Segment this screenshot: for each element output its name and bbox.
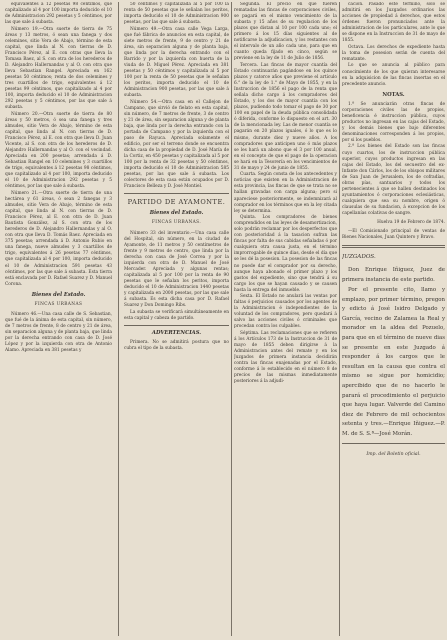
paragraph: Quinta. Los compradores de bienes comprendidos en las leyes de desamortizacion, solo podrán reclamar por los desperfectos que con posterioridad á la tasacion sufran las fincas por falta de sus cabidas señaladas ó por cualquiera otra causa justa, en el término improrrogable de quince dias, desde el día que se les dé la posesion. La posesion de las fincas no puede dar el comprador por su derecho, aunque haya abonado el primer plazo y los gastos del expediente, sino que tendrá á su cargo los que se hayan causado y se causen hasta la entrega del inmueble.	[234, 215, 337, 293]
divider	[124, 193, 229, 194]
paragraph: Don Enrique Iñiguez, Juez de primera instancia de este partido.	[342, 267, 445, 284]
paragraph: Octava. Los derechos de expediente hasta la toma de posesion serán de cuenta del rematante.	[342, 44, 445, 62]
paragraph: 2.ª Los bienes del Estado son las fincas cuyo cuartos, los de instruccion pública superior, cuyos productos ingresan en las cajas del Estado, los del secuestro del ex-Infante don Cárlos, los de los obispos militares de San Juan de Jerusalem, los de cofradías, obras pías, santuarios y todos los pertenecientes á que se hallen destinados los ayuntamientos ó corporaciones eclesiásticas, cualquiera que sea su nombre, origen ó clausulas de su fundacion, á excepcion de los capellanías colativas de sangre.	[342, 144, 445, 216]
district-title: PARTIDO DE AYAMONTE.	[127, 198, 226, 207]
paragraph: Lo que se anuncia al público para conocimiento de los que quieran interesarse en la adquisicion de las fincas insertas en el precedente anuncio.	[342, 63, 445, 87]
section-subheading: FINCAS URBANAS	[34, 301, 83, 307]
printer-imprint: Imp. del Boletin oficial.	[366, 451, 421, 457]
section-heading: ADVERTENCIAS.	[151, 329, 202, 336]
column-2	[124, 2, 229, 636]
paragraph: 50 céntimos y capitalizada al 5 por 100 la renta de 50 pesetas que le señalan los peritos, importa deducido el 10 de Administracion 900 pesetas, por las que sale á subasta.	[124, 2, 229, 26]
section-heading: JUZGADOS.	[342, 254, 376, 261]
paragraph: Tercera. Las fincas de mayor cuantía del Estado continuarán pagándose en los quince plazos y catorce años que previene el artículo 6.° de la ley de 1.° de Mayo de 1855, y en la Instruccion de 1856 el pago de la renta que señala dicho cargo á los compradores del Estado, y los dos de mayor cuantía con los plazos, pudiendo todo tomar el pago de 30 por 100 en papel de la deuda pública consolidada ó diferida, conforme lo dispuesto en el art. 30 de la mencionada ley. Las de menor cuantía se pagarán en 20 plazos iguales, ó lo que es lo mismo, durante diez y nueve años. A los compradores que anticipen uno ó más plazos se les hará un abono que el 3 por 100 anual, en el concepto de que el pago de la operacion se hará en la Tesorería en los vencimientos de 31 de mayo y 24 de junio de 1855.	[234, 62, 337, 171]
paragraph: Cuarta. Según consta de los antecedentes y noticias que existen en la Administracion de esta provincia, las fincas de que se trata no se hallan gravadas con carga alguna; pero si apareciese posteriormente, se indemnizará al comprador en los términos que en la ley citada ley se determina.	[234, 172, 337, 214]
paragraph: La subasta se verificará simultáneamente en esta capital y cabeza de partido.	[124, 309, 229, 321]
column-rule	[339, 2, 340, 636]
divider	[124, 325, 229, 326]
paragraph: Segunda. El precio en que fueren rematadas las fincas de corporaciones civiles, se pagará en el mismo vencimiento de la subasta y 15 años de su regulacion de los plazos que distan al 10 por 100 cada uno; el primero á los 15 días siguientes al de notificarse la adjudicacion, y los restantes con el intervalo de un año cada uno, para que en cuanto queda fijado en cinco, según se previene en la ley de 11 de Julio de 1856.	[234, 2, 337, 62]
date-line: Huelva 19 de Febrero de 1874.	[377, 220, 445, 226]
double-divider	[342, 245, 445, 248]
notes-heading: NOTAS.	[382, 91, 405, 98]
paragraph: Número 21.—Otra suerte de tierra de una hectárea y 61 áreas, ó sean 2 fanegas y 3 almudes, sitio Vera de Abajo, término de esta capital, que linda al N. con tierras de D. Francisco Pérez, al E. con otra de D. Juan Bautista González, al S. con otra de los herederos de D. Alejandro Hallernandas y al O. con otra que lleva D. Tomás Baez. Apreciada en 375 pesetas; arrendada á D. Antonio Rubio en una fanega, nueve almudes y 3 cuartillos de trigo, equivalentes á 26 pesetas 77 céntimos, que capitalizada al 4 por 100, importa deducido el 10 de Administracion 591 pesetas 43 céntimos, por las que sale á subasta. Esta tierra está enclavada por D. Rafael Suarez y D. Manuel Corona.	[5, 190, 112, 287]
paragraph: Número 46.—Una casa calle de S. Sebastian, que fué de la ánima de esta capital, sin número, de 7 metros de frente, 8 de centro y 21 de área, sin separacion alguna y de planta baja, que linda por la derecha entrando con casa de D. José López y por la izquierda con otra de Antonio Alamo. Apreciada en 381 pesetas y	[5, 311, 112, 354]
signature-line: —El Comisionado principal de ventas de Bienes Nacionales, Juan Quintero y Bravo.	[342, 229, 445, 241]
paragraph: Número 33 del inventario.—Una casa calle del Hospital, sin número, en la ciudad de Ayamonte, de 11 metros y 50 centímetros de frente y 9 metros de centro, que linda por la derecha con casa de José Correa y por la izquierda con otra de D. Manuel de José Mercader. Apreciada y algunas rentas; capitalizada al 5 por 100 por la renta de 90 pesetas que le señalan los peritos, importa deducido el 10 de Administracion 1440 pesetas y capitalizada en 2000 pesetas, por las que sale á subasta. Es esta dicha casa por D. Rafael Suarez y Don Domingo Ribs.	[124, 230, 229, 309]
column-1	[5, 2, 112, 636]
column-4	[342, 2, 445, 636]
paragraph: Por el presente cito, llamo y emplazo, por primer término, pregon y edicto á José Isidro Delgado y García, vecino de Zalamea la Real y morador en la aldea del Pozuelo, para que en el término de nueve dias se presente en este Juzgado á responder á los cargos que le resultan en la causa que contra el mismo se sigue por homicidio; apercibido que de no hacerlo le parará el procedimiento el perjuicio que haya lugar. Valverde del Camino diez de Febrero de mil ochocientos setenta y tres.—Enrique Iñiguez.—P. M. de S. S.ª—José Morán.	[342, 287, 445, 438]
paragraph: Número 49.—Otra casa calle Vega Larga, que fué fábrica de anuncios en esta capital, de siete metros de frente, 9 de centro y 21 de área, sin separacion alguna y de planta baja, que linda por la derecha entrando con el Barrido y por la izquierda con huerta de la viuda de D. Miguel Pérez. Apreciada en 381 pesetas y 50 céntimos y capitalizada al 5 por 100 por la renta de 50 pesetas que le señalan los peritos, importa deducido el 10 de Administracion 900 pesetas, por las que sale á subasta.	[124, 26, 229, 99]
paragraph: Número 20.—Otra suerte de tierra de 80 áreas y 50 metros, ó sea una fanega y tres almudes, sitio Vera de Abajo, término de esta capital, que linda al N. con tierras de D. Francisco Pérez, al E. con otra que lleva D. Juan Vicente, al S. con otra de los herederos de D. Alejandro Hallernandas y al O. con el vecindad. Apreciada en 200 pesetas; arrendada á D. Sebastian Rangel en 10 celemines y 3 cuartillos de trigo, equivalentes á 12 pesetas 98 céntimos, que capitalizado al 4 por 100, importa deducido el 10 de Administracion 292 pesetas y 5 céntimos, por las que sale á subasta.	[5, 111, 112, 190]
paragraph: cacion. Pasado este término, sólo se admitirá en los Juzgados ordinarios las acciones de propiedad á derechos, que estos órdenes fueron pronunciados ante la administracion de los particulares, ante lo que se dispone en la Instruccion de 31 de mayo de 1855.	[342, 2, 445, 44]
paragraph: Primera. No se admitirá postura que no cubra el tipo de la subasta.	[124, 339, 229, 351]
paragraph: Número 19.—Otra suerte de tierra de 75 áreas y 13 metros, ó sean una fanega y dos celemines, sitio Vera de Abajo, término de esta capital, que linda al N. con tierras de D. Francisco Pérez, al E. con otras que lleva la Tomasa Baez, al S. con otra de los herederos de D. Alejandro Hallernandas y al O. con otra que lleva Sebastian Rangel. Apreciada en 162 pesetas 50 céntimos; renta de dos celemines y tres cuartillos de trigo, equivalentes á 12 pesetas 99 céntimos, que capitalizado al 4 por 100, importa deducido el 10 de Administracion 292 pesetas y 5 céntimos, por las que sale á subasta.	[5, 26, 112, 111]
paragraph: Número 54.—Otra casa en el Callejon de Campano, que sirvió de fielato en esta capital, sin número, de 7 metros de frente, 3 de centro y 21 de área, sin separacion alguna y de planta baja, que linda por la derecha entrando con la portada de Campano y por la izquierda con el paso de Rayuca. Apreciada solamente el edificio, por ser el terreno donde se encuentra dicha casa de la propiedad de D. José María de la Cortiz, en 450 pesetas y capitalizada al 5 por 100 por la renta de 32 pesetas y 50 céntimos, importa deducido el 10 de Administracion 585 pesetas, por las que sale á subasta. Los colectores de esta casa están ocupados por D. Francisco Belleza y D. José Montiel.	[124, 99, 229, 190]
paragraph: equivalentes á 12 pesetas 98 céntimos, que capitalizado al 4 por 100 importa deducido el 10 de Administracion 292 pesetas y 5 céntimos, por las que sale á subasta.	[5, 2, 112, 26]
paragraph: Séptima. Las reclamaciones que se refieren á los Artículos 173 de la Instruccion de 31 de mayo de 1855 deben dirigirse á la Administracion antes del remate y en los Juzgados de primera instancia decidirán contra las fincas enajenadas por el Estado, conforme á lo establecido en el número 8 de precios de las mismas inmediatamente posteriores á la adjudi-	[234, 331, 337, 385]
column-3	[234, 2, 337, 636]
column-rule	[231, 2, 232, 636]
paragraph: Sexta. El Estado no anulará las ventas por faltas ó perjuicios causados por los agentes de la Administracion é independientes de la voluntad de los compradores, pero quedará á salvo las acciones civiles ó criminales que procedan contra los culpables.	[234, 294, 337, 330]
section-heading: Bienes del Estado.	[31, 291, 86, 298]
column-rule	[118, 2, 119, 636]
section-heading: Bienes del Estado.	[149, 210, 204, 217]
divider	[342, 443, 445, 444]
paragraph: 1.ª Se anunciarán otras fincas de corporaciones civiles las de propios, beneficencia é instruccion pública, cuyos productos no ingresan en las cajas del Estado, y los demás bienes que bajo diferentes denominaciones corresponden á los propios, por si los pueblos.	[342, 101, 445, 143]
section-subheading: FINCAS URBANAS.	[151, 220, 202, 226]
